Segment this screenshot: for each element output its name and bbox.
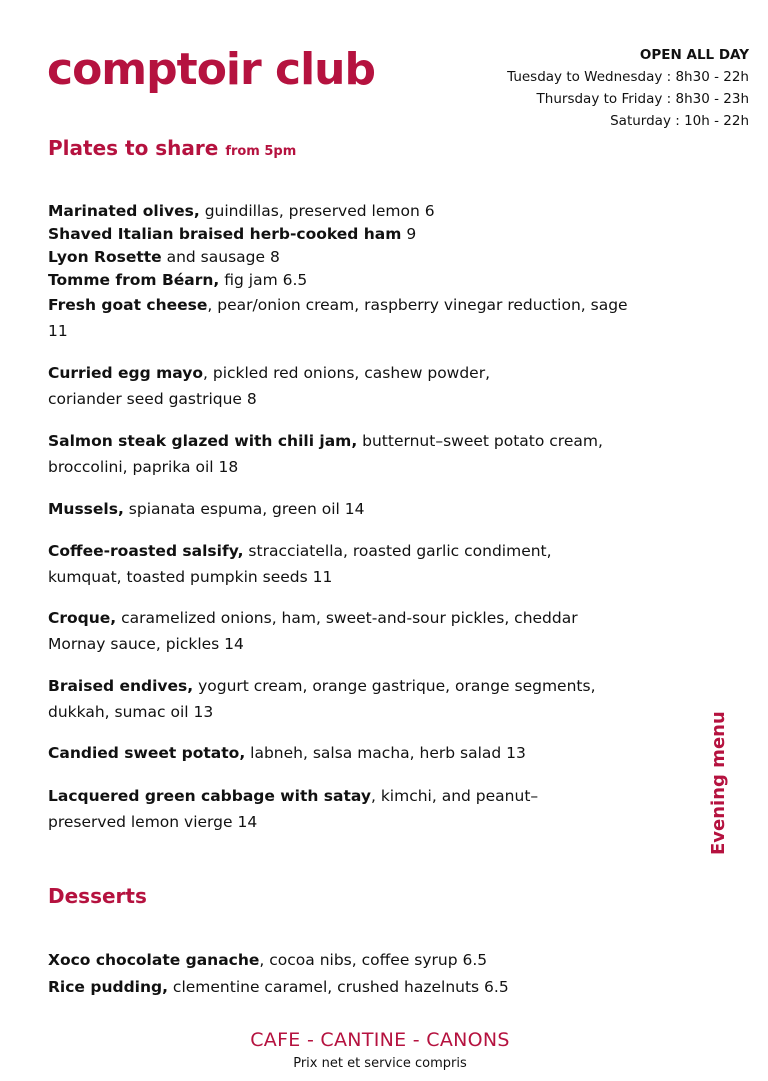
brand-title: comptoir club (47, 44, 375, 95)
item-name: Coffee-roasted salsify, (48, 542, 244, 560)
plates-block-8 (48, 740, 628, 766)
item-desc: caramelized onions, ham, sweet-and-sour pickles, cheddar Mornay sauce, pickles 14 (48, 609, 578, 653)
item-name: Salmon steak glazed with chili jam, (48, 432, 358, 450)
menu-item (48, 269, 628, 292)
plates-block-2 (48, 360, 528, 412)
menu-item (48, 783, 568, 835)
hours-line: Thursday to Friday : 8h30 - 23h (536, 91, 749, 107)
item-desc: guindillas, preserved lemon 6 (199, 202, 435, 220)
opening-hours (507, 44, 749, 132)
hours-line: Saturday : 10h - 22h (610, 113, 749, 129)
item-name: Mussels, (48, 500, 124, 518)
item-desc: , kimchi, and peanut–preserved lemon vierge 14 (48, 787, 539, 831)
side-label: Evening menu (708, 711, 729, 855)
plates-section-title (48, 138, 296, 158)
item-desc: 9 (401, 225, 417, 243)
item-desc: stracciatella, roasted garlic condiment, kumquat, toasted pumpkin seeds 11 (48, 542, 552, 586)
plates-block-9 (48, 783, 568, 835)
item-desc: , pickled red onions, cashew powder, coriander seed gastrique 8 (48, 364, 491, 408)
footer-note: Prix net et service compris (293, 1056, 467, 1071)
item-desc: yogurt cream, orange gastrique, orange segments, dukkah, sumac oil 13 (48, 677, 596, 721)
plates-block-1 (48, 200, 628, 344)
menu-item (48, 360, 528, 412)
menu-item (48, 673, 628, 725)
plates-block-7 (48, 673, 628, 725)
item-name: Lyon Rosette (48, 248, 162, 266)
item-name: Curried egg mayo (48, 364, 203, 382)
plates-subtitle: from 5pm (225, 144, 297, 159)
plates-block-4 (48, 496, 628, 522)
plates-title: Plates to share (48, 136, 219, 160)
desserts-title: Desserts (48, 884, 147, 908)
menu-item (48, 223, 628, 246)
item-name: Fresh goat cheese (48, 296, 208, 314)
menu-item (48, 740, 628, 766)
item-name: Shaved Italian braised herb-cooked ham (48, 225, 402, 243)
menu-item (48, 496, 628, 522)
menu-item (48, 246, 628, 269)
hours-line: Tuesday to Wednesday : 8h30 - 22h (507, 69, 749, 85)
menu-item (48, 428, 628, 480)
item-name: Rice pudding, (48, 978, 168, 996)
menu-item (48, 200, 628, 223)
hours-title: OPEN ALL DAY (639, 47, 749, 63)
item-desc: fig jam 6.5 (219, 271, 308, 289)
plates-block-6 (48, 605, 623, 657)
plates-block-5 (48, 538, 588, 590)
menu-item (48, 605, 623, 657)
item-name: Croque, (48, 609, 117, 627)
footer-tagline: CAFE - CANTINE - CANONS (250, 1029, 510, 1051)
menu-item (48, 974, 628, 1001)
item-name: Candied sweet potato, (48, 744, 246, 762)
item-desc: clementine caramel, crushed hazelnuts 6.5 (168, 978, 509, 996)
desserts-list (48, 947, 628, 1001)
menu-item (48, 292, 628, 344)
item-name: Tomme from Béarn, (48, 271, 220, 289)
item-desc: , cocoa nibs, coffee syrup 6.5 (259, 951, 488, 969)
menu-item (48, 538, 588, 590)
item-desc: and sausage 8 (161, 248, 280, 266)
plates-block-3 (48, 428, 628, 480)
item-desc: labneh, salsa macha, herb salad 13 (245, 744, 526, 762)
item-desc: spianata espuma, green oil 14 (123, 500, 365, 518)
item-desc: , pear/onion cream, raspberry vinegar reduction, sage 11 (48, 296, 628, 340)
item-name: Xoco chocolate ganache (48, 951, 260, 969)
menu-item (48, 947, 628, 974)
item-name: Lacquered green cabbage with satay (48, 787, 371, 805)
item-desc: butternut–sweet potato cream, broccolini, paprika oil 18 (48, 432, 603, 476)
item-name: Marinated olives, (48, 202, 200, 220)
item-name: Braised endives, (48, 677, 194, 695)
